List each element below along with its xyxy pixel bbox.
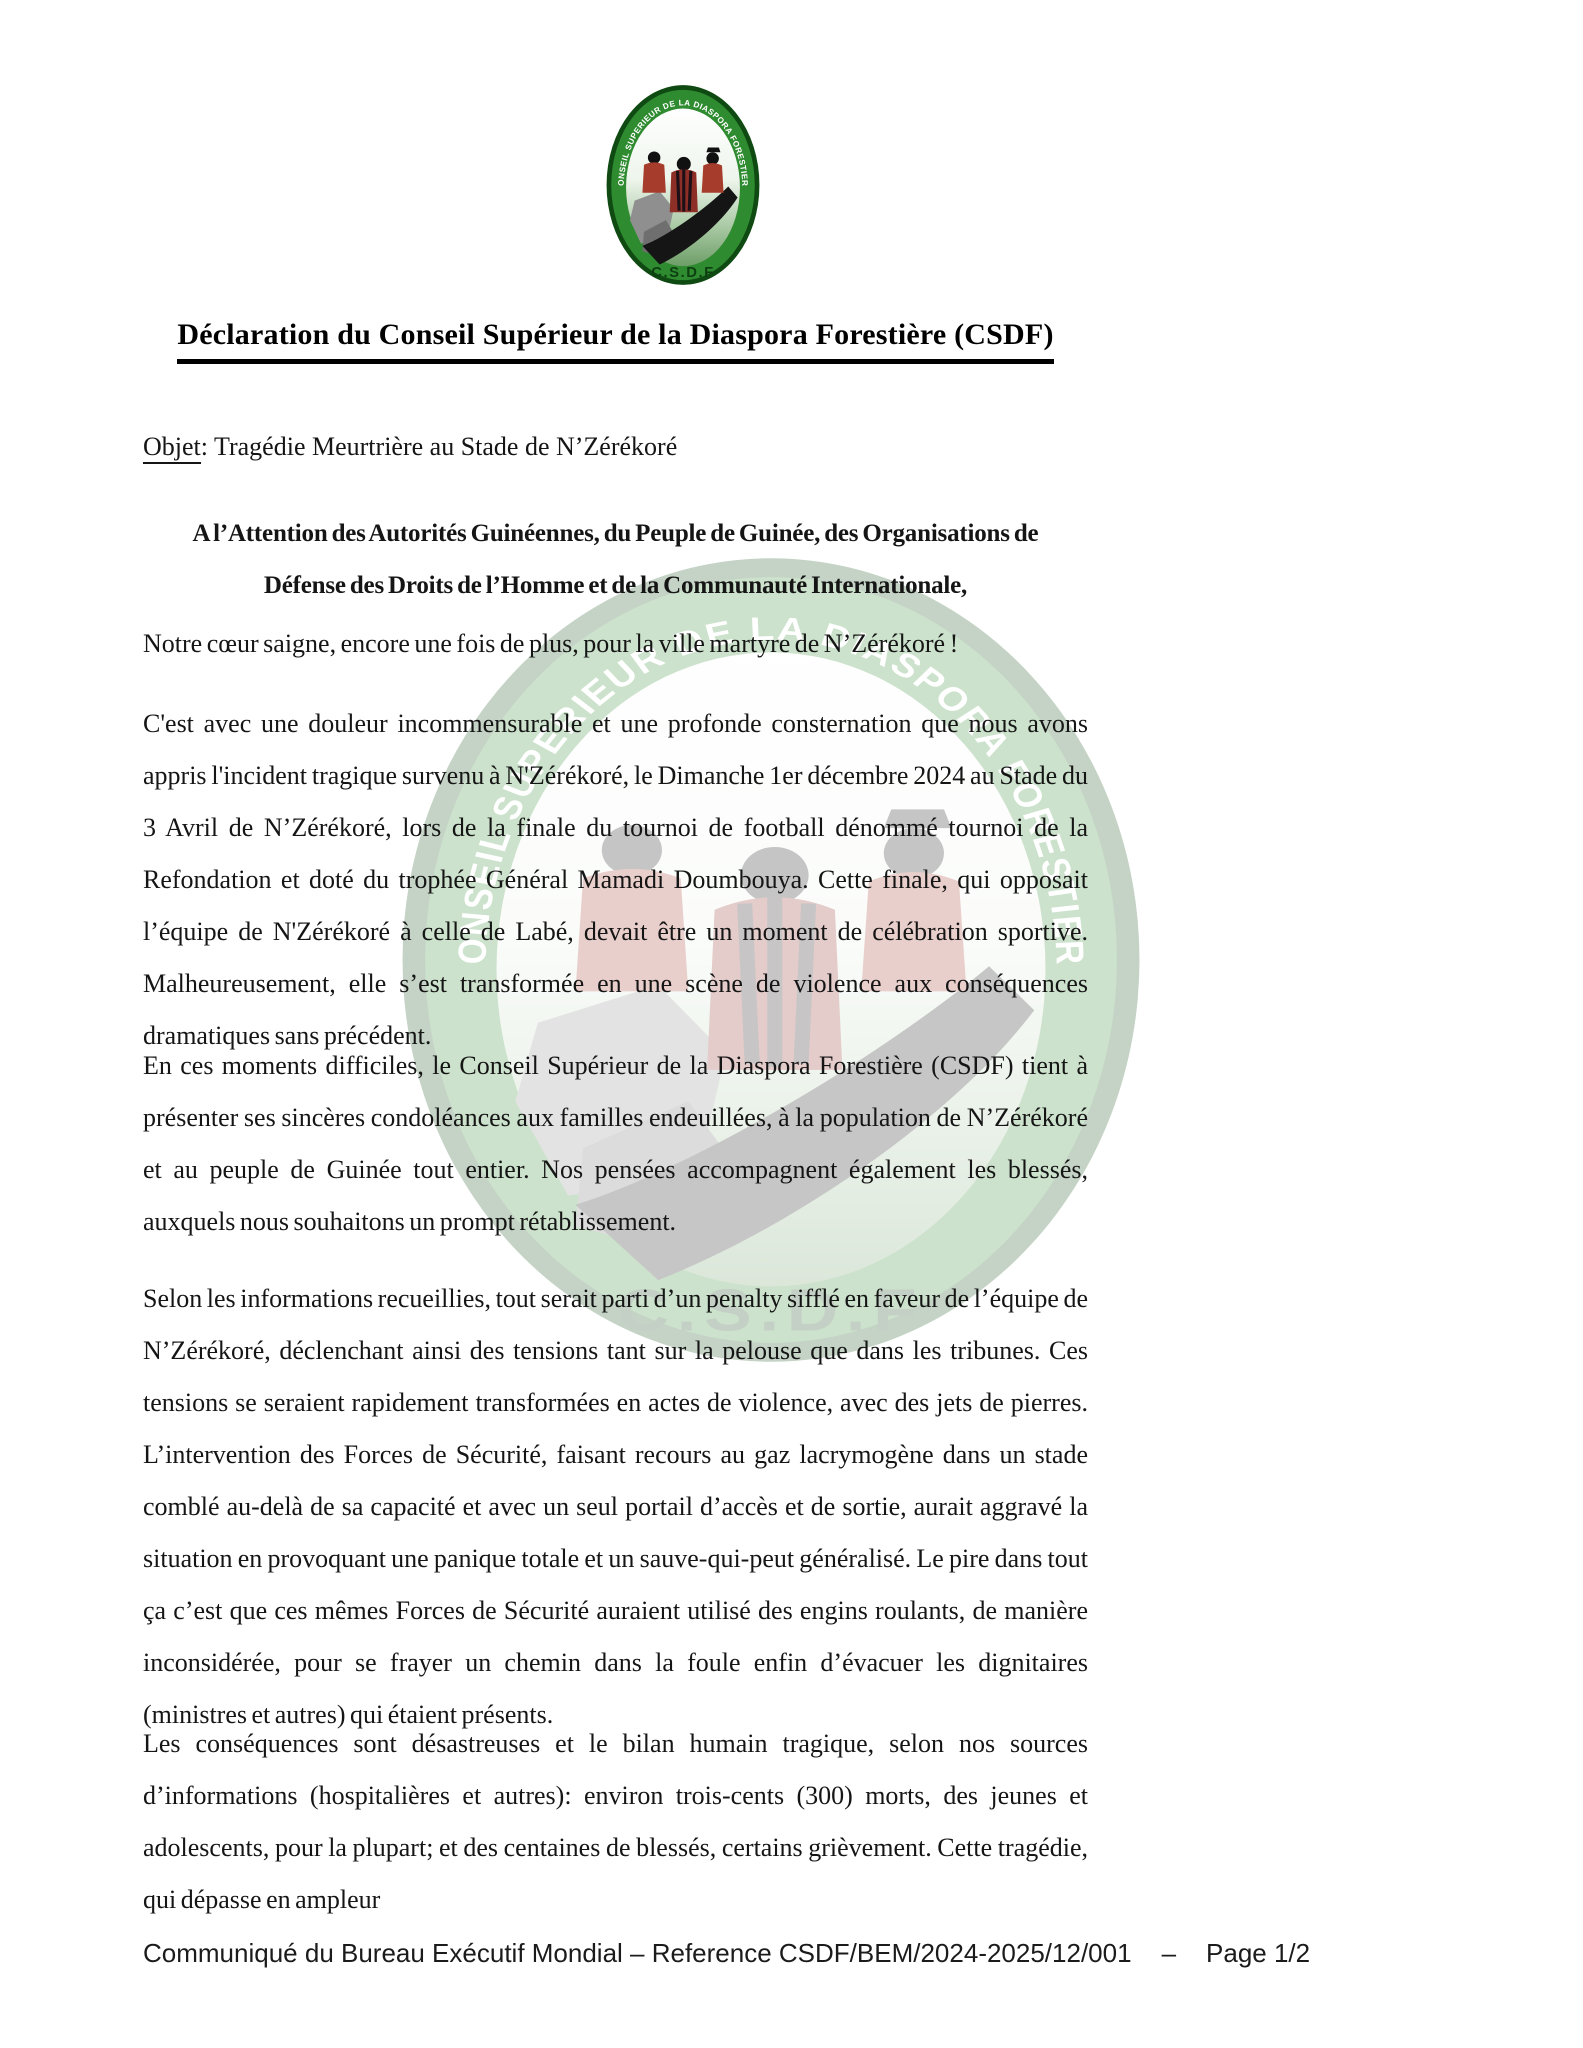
paragraph-bilan: Les conséquences sont désastreuses et le bilan humain tragique, selon nos sources d’informations (hospitalières et autres): environ trois-cents (300) morts, des jeunes et adolescents, pour la plupart; et des centaines de blessés, certains grièvement. Cette tragédie, qui dépasse en ampleur: [143, 1729, 1088, 1914]
title-row: [143, 318, 1088, 364]
csdf-logo: [605, 82, 761, 288]
paragraph-incident: C'est avec une douleur incommensurable et une profonde consternation que nous avons appris l'incident tragique survenu à N'Zérékoré, le Dimanche 1er décembre 2024 au Stade du 3 Avril de N’Zérékoré, lors de la finale du tournoi de football dénommé tournoi de la Refondation et doté du trophée Général Mamadi Doumbouya. Cette finale, qui opposait l’équipe de N'Zérékoré à celle de Labé, devait être un moment de célébration sportive. Malheureusement, elle s’est transformée en une scène de violence aux conséquences dramatiques sans précédent.: [143, 709, 1088, 1050]
attention-block: [143, 508, 1088, 612]
paragraph-intro: Notre cœur saigne, encore une fois de plus, pour la ville martyre de N’Zérékoré !: [143, 629, 959, 658]
footer-reference: Communiqué du Bureau Exécutif Mondial – Reference CSDF/BEM/2024-2025/12/001: [143, 1938, 1132, 1968]
page-title: Déclaration du Conseil Supérieur de la Diaspora Forestière (CSDF): [177, 318, 1053, 364]
page-footer: [143, 1938, 1310, 1969]
paragraph-deroulement: Selon les informations recueillies, tout serait parti d’un penalty sifflé en faveur de l’équipe de N’Zérékoré, déclenchant ainsi des tensions tant sur la pelouse que dans les tribunes. Ces tensions se seraient rapidement transformées en actes de violence, avec des jets de pierres. L’intervention des Forces de Sécurité, faisant recours au gaz lacrymogène dans un stade comblé au-delà de sa capacité et avec un seul portail d’accès et de sortie, aurait aggravé la situation en provoquant une panique totale et un sauve-qui-peut généralisé. Le pire dans tout ça c’est que ces mêmes Forces de Sécurité auraient utilisé des engins roulants, de manière inconsidérée, pour se frayer un chemin dans la foule enfin d’évacuer les dignitaires (ministres et autres) qui étaient présents.: [143, 1284, 1088, 1729]
subject-label: Objet: [143, 432, 201, 464]
paragraph-condoleances: En ces moments difficiles, le Conseil Supérieur de la Diaspora Forestière (CSDF) tient à présenter ses sincères condoléances aux familles endeuillées, à la population de N’Zérékoré et au peuple de Guinée tout entier. Nos pensées accompagnent également les blessés, auxquels nous souhaitons un prompt rétablissement.: [143, 1051, 1088, 1236]
attention-line-2: Défense des Droits de l’Homme et de la Communauté Internationale,: [263, 572, 968, 599]
footer-page-number: Page 1/2: [1206, 1938, 1311, 1968]
attention-line-1: A l’Attention des Autorités Guinéennes, du Peuple de Guinée, des Organisations de: [192, 520, 1039, 547]
footer-separator: –: [1161, 1938, 1177, 1968]
subject-text: : Tragédie Meurtrière au Stade de N’Zérékoré: [200, 432, 678, 461]
subject-line: [143, 432, 1088, 462]
